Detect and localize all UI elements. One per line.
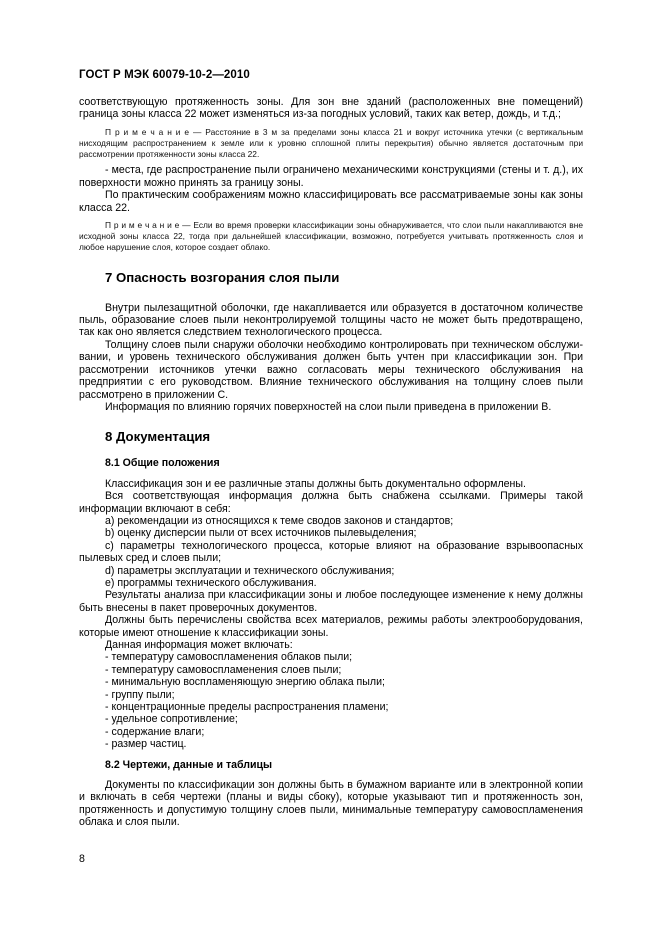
paragraph: Данная информация может включать:: [105, 639, 293, 651]
paragraph: - места, где распространение пыли ограничено механическими конструкциями (стены и т. д.), их поверхности можно принять за границу зоны.: [79, 164, 583, 189]
document-header: ГОСТ Р МЭК 60079-10-2—2010: [79, 69, 250, 81]
list-item: a) рекомендации из относящихся к теме сводов законов и стандартов;: [105, 514, 454, 527]
list-item: b) оценку дисперсии пыли от всех источников пылевыделения;: [105, 527, 417, 540]
list-item: e) программы технического обслуживания.: [105, 576, 317, 589]
list-item: - размер частиц.: [105, 738, 187, 751]
note: П р и м е ч а н и е — Расстояние в 3 м за пределами зоны класса 21 и вокруг источника утечки (с вертикальным нисходящим распространением к земле или к уровню сплошной плиты перекрытия) обычно является достаточным при рассмотрении протяженности зоны класса 22.: [79, 126, 583, 160]
paragraph: По практическим соображениям можно классифицировать все рассматриваемые зоны как зоны класса 22.: [79, 189, 583, 214]
paragraph: соответствующую протяженность зоны. Для зон вне зданий (расположенных вне помещений) граница зоны класса 22 может изменяться из-за погодных условий, таких как ветер, дождь, и т.д.;: [79, 96, 583, 121]
list-item: d) параметры эксплуатации и технического обслуживания;: [105, 564, 395, 577]
paragraph: Классификация зон и ее различные этапы должны быть документально оформлены.: [105, 477, 526, 490]
list-item: - температуру самовоспламенения слоев пыли;: [105, 663, 342, 676]
paragraph: Внутри пылезащитной оболочки, где накапливается или образуется в достаточном количестве пыль, образование слоев пыли неконтролируемой толщины часто не может быть предотвращено, так как оно является следствием технологического процесса.: [79, 301, 583, 339]
paragraph: Должны быть перечислены свойства всех материалов, режимы работы электрооборудования, которые имеют отношение к классификации зоны.: [79, 614, 583, 639]
page-number: 8: [79, 853, 85, 865]
list-item: c) параметры технологического процесса, которые влияют на образование взрывоопасных пылевых сред и слоев пыли;: [79, 539, 583, 565]
note: П р и м е ч а н и е — Если во время проверки классификации зоны обнаруживается, что слои пыли накапливаются вне исходной зоны класса 22, тогда при дальнейшей классификации, возможно, потребуется учитывать протяженность слоя и любое нарушение слоя, которое создает облако.: [79, 220, 583, 253]
section-7-heading: 7 Опасность возгорания слоя пыли: [105, 269, 340, 285]
list-item: - группу пыли;: [105, 688, 175, 701]
section-8-2-heading: 8.2 Чертежи, данные и таблицы: [105, 758, 273, 771]
paragraph: Документы по классификации зон должны быть в бумажном варианте или в электронной копии и включать в себя чертежи (планы и виды сбоку), которые указывают тип и протяженность зон, протяженность и допустимую толщину слоев пыли, минимальные температуру самовоспламенения облака и слоя пыли.: [79, 779, 583, 829]
section-8-heading: 8 Документация: [105, 429, 211, 445]
paragraph: Информация по влиянию горячих поверхностей на слои пыли приведена в приложении В.: [105, 400, 552, 413]
page-content: [79, 96, 583, 829]
list-item: - удельное сопротивление;: [105, 713, 238, 726]
list-item: - минимальную воспламеняющую энергию облака пыли;: [105, 676, 385, 689]
list-item: - содержание влаги;: [105, 725, 205, 738]
list-item: - температуру самовоспламенения облаков пыли;: [105, 651, 353, 664]
list-item: - концентрационные пределы распространения пламени;: [105, 701, 389, 714]
paragraph: Вся соответствующая информация должна быть снабжена ссылками. Примеры такой информации включают в себя:: [79, 490, 583, 515]
paragraph: Результаты анализа при классификации зоны и любое последующее изменение к нему должны быть внесены в пакет проверочных документов.: [79, 589, 583, 614]
section-8-1-heading: 8.1 Общие положения: [105, 457, 220, 470]
paragraph: Толщину слоев пыли снаружи оболочки необходимо контролировать при техническом обслуживании, и уровень технического обслуживания должен быть учтен при классификации зон. При рассмотрении источников утечки важно согласовать меры технического обслуживания на предприятии с его руководством. Влияние технического обслуживания на толщину слоев пыли рассмотрено в приложении С.: [79, 338, 583, 401]
